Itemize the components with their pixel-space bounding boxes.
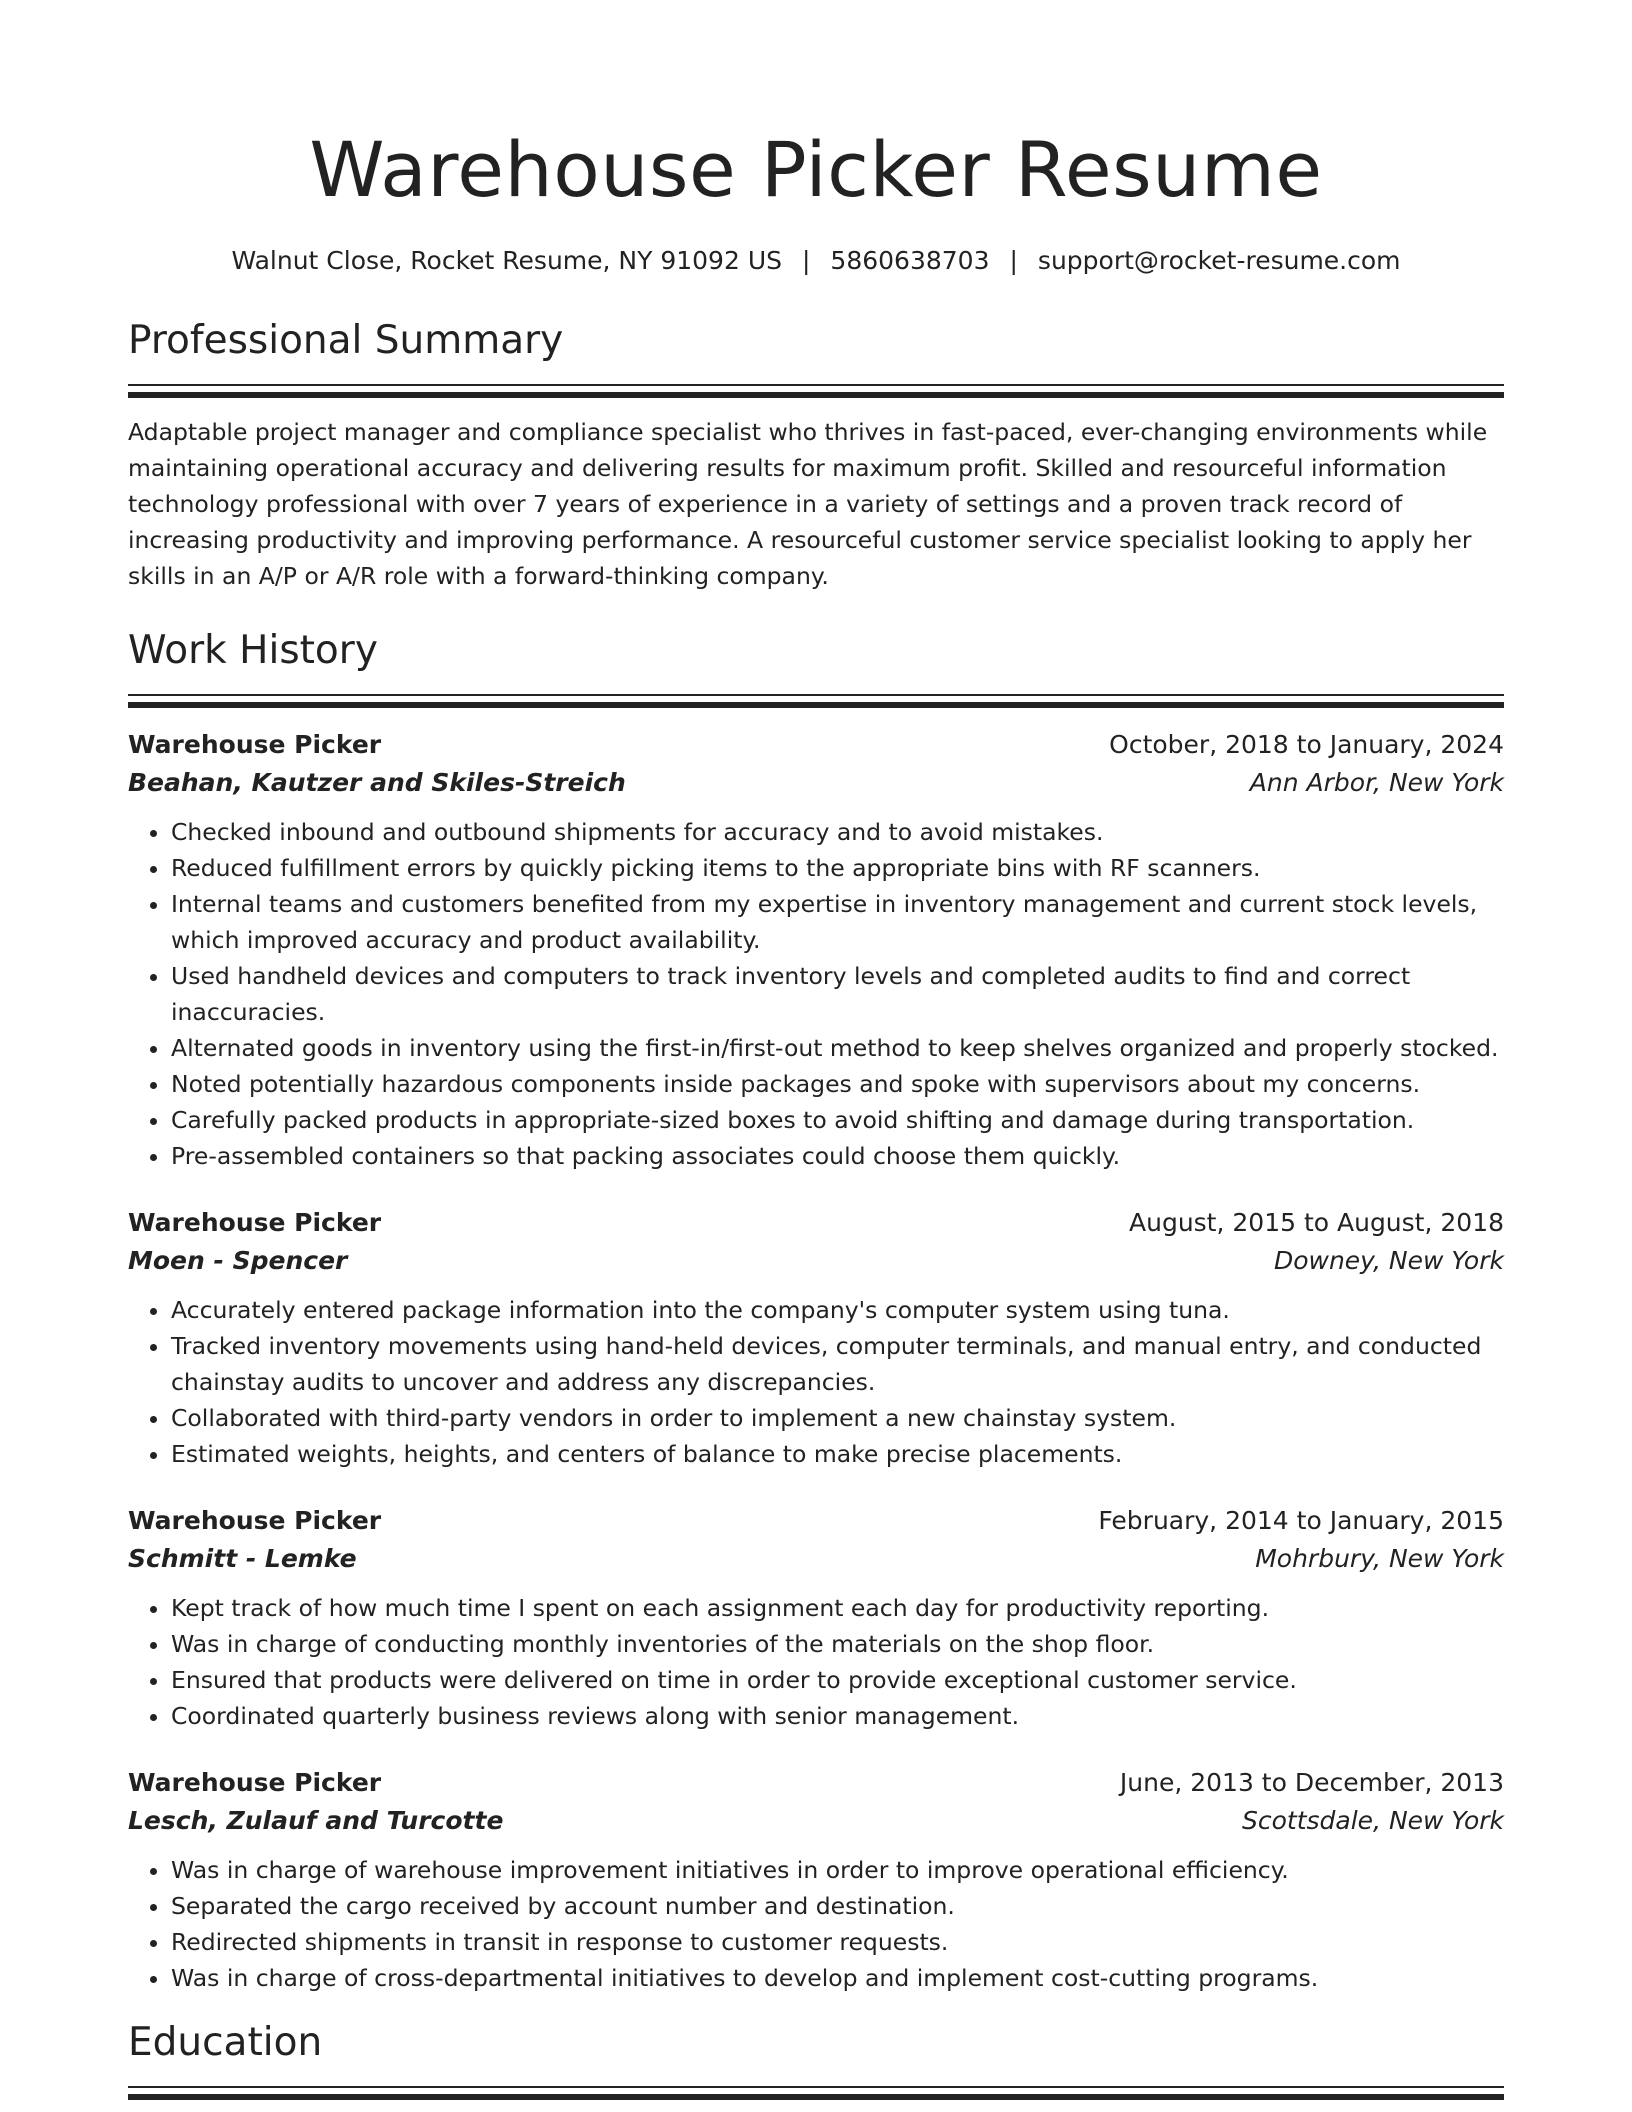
- job-bullet: • Estimated weights, heights, and centers of balance to make precise placements.: [171, 1436, 1504, 1472]
- job-bullets: [128, 1852, 1504, 1996]
- job-title: Warehouse Picker: [128, 1208, 382, 1237]
- job-entry: [128, 1204, 1504, 1472]
- job-location: Downey, New York: [1273, 1246, 1504, 1275]
- work-history-section: [128, 626, 1504, 1996]
- summary-heading: Professional Summary: [128, 318, 564, 363]
- job-dates: August, 2015 to August, 2018: [1129, 1208, 1504, 1237]
- contact-phone: 5860638703: [830, 246, 990, 275]
- job-bullet: • Kept track of how much time I spent on each assignment each day for productivity reporting.: [171, 1590, 1504, 1626]
- job-company: Moen - Spencer: [128, 1246, 348, 1275]
- education-section: [128, 2018, 1504, 2100]
- job-header: [128, 726, 1504, 764]
- job-subheader: [128, 1540, 1504, 1578]
- job-header: [128, 1502, 1504, 1540]
- job-bullet: • Was in charge of warehouse improvement initiatives in order to improve operational efficiency.: [171, 1852, 1504, 1888]
- job-title: Warehouse Picker: [128, 1506, 382, 1535]
- job-company: Beahan, Kautzer and Skiles-Streich: [128, 768, 626, 797]
- work-history-heading: Work History: [128, 628, 378, 673]
- contact-line: [128, 244, 1504, 278]
- job-bullets: [128, 1590, 1504, 1734]
- job-bullet: • Tracked inventory movements using hand-held devices, computer terminals, and manual entry, and conducted chainstay audits to uncover and address any discrepancies.: [171, 1328, 1504, 1400]
- job-company: Lesch, Zulauf and Turcotte: [128, 1806, 504, 1835]
- job-bullet: • Collaborated with third-party vendors in order to implement a new chainstay system.: [171, 1400, 1504, 1436]
- job-bullet: • Reduced fulfillment errors by quickly picking items to the appropriate bins with RF scanners.: [171, 850, 1504, 886]
- job-bullet: • Was in charge of conducting monthly inventories of the materials on the shop floor.: [171, 1626, 1504, 1662]
- job-title: Warehouse Picker: [128, 1768, 382, 1797]
- education-heading: Education: [128, 2020, 323, 2065]
- job-dates: October, 2018 to January, 2024: [1109, 730, 1504, 759]
- section-divider: [128, 694, 1504, 708]
- job-subheader: [128, 764, 1504, 802]
- contact-address: Walnut Close, Rocket Resume, NY 91092 US: [231, 246, 782, 275]
- job-bullet: • Was in charge of cross-departmental initiatives to develop and implement cost-cutting programs.: [171, 1960, 1504, 1996]
- job-bullets: [128, 814, 1504, 1174]
- job-dates: June, 2013 to December, 2013: [1119, 1768, 1504, 1797]
- job-dates: February, 2014 to January, 2015: [1098, 1506, 1504, 1535]
- job-bullet: • Carefully packed products in appropriate-sized boxes to avoid shifting and damage during transportation.: [171, 1102, 1504, 1138]
- contact-separator: |: [1009, 246, 1018, 275]
- contact-separator: |: [801, 246, 811, 275]
- job-entry: [128, 1502, 1504, 1734]
- job-bullet: • Accurately entered package information into the company's computer system using tuna.: [171, 1292, 1504, 1328]
- job-bullet: • Coordinated quarterly business reviews along with senior management.: [171, 1698, 1504, 1734]
- job-title: Warehouse Picker: [128, 730, 382, 759]
- job-bullet: • Separated the cargo received by account number and destination.: [171, 1888, 1504, 1924]
- job-entry: [128, 726, 1504, 1174]
- job-entry: [128, 1764, 1504, 1996]
- job-bullet: • Internal teams and customers benefited from my expertise in inventory management and current stock levels, which improved accuracy and product availability.: [171, 886, 1504, 958]
- section-divider: [128, 384, 1504, 398]
- job-bullet: • Checked inbound and outbound shipments for accuracy and to avoid mistakes.: [171, 814, 1504, 850]
- job-bullets: [128, 1292, 1504, 1472]
- section-divider: [128, 2086, 1504, 2100]
- job-bullet: • Redirected shipments in transit in response to customer requests.: [171, 1924, 1504, 1960]
- summary-text: Adaptable project manager and compliance specialist who thrives in fast-paced, ever-changing environments while maintaining operational accuracy and delivering results for maximum profit. Skilled and resourceful information technology professional with over 7 years of experience in a variety of settings and a proven track record of increasing productivity and improving performance. A resourceful customer service specialist looking to apply her skills in an A/P or A/R role with a forward-thinking company.: [128, 418, 1488, 590]
- job-header: [128, 1764, 1504, 1802]
- job-bullet: • Pre-assembled containers so that packing associates could choose them quickly.: [171, 1138, 1504, 1174]
- job-location: Scottsdale, New York: [1242, 1806, 1504, 1835]
- job-bullet: • Ensured that products were delivered on time in order to provide exceptional customer service.: [171, 1662, 1504, 1698]
- job-bullet: • Alternated goods in inventory using the first-in/first-out method to keep shelves organized and properly stocked.: [171, 1030, 1504, 1066]
- summary-section: [128, 316, 1504, 594]
- job-location: Ann Arbor, New York: [1249, 768, 1504, 797]
- job-bullet: • Used handheld devices and computers to track inventory levels and completed audits to find and correct inaccuracies.: [171, 958, 1504, 1030]
- contact-email: support@rocket-resume.com: [1037, 246, 1401, 275]
- job-location: Mohrbury, New York: [1255, 1544, 1504, 1573]
- job-header: [128, 1204, 1504, 1242]
- resume-title: Warehouse Picker Resume: [309, 125, 1323, 214]
- job-subheader: [128, 1802, 1504, 1840]
- job-subheader: [128, 1242, 1504, 1280]
- job-bullet: • Noted potentially hazardous components inside packages and spoke with supervisors about my concerns.: [171, 1066, 1504, 1102]
- job-company: Schmitt - Lemke: [128, 1544, 357, 1573]
